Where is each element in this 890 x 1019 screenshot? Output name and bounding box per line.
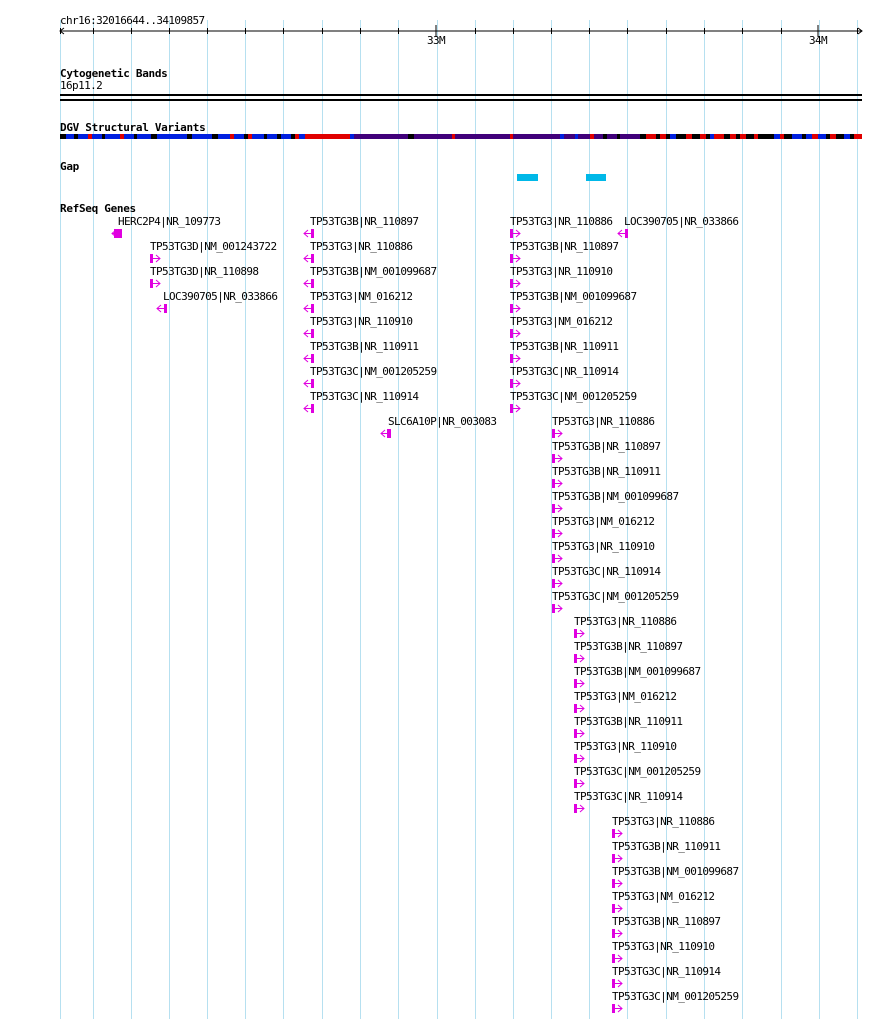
gene-label[interactable]: TP53TG3|NR_110886	[574, 615, 677, 628]
dgv-variant-segment[interactable]	[640, 134, 646, 139]
dgv-variant-segment[interactable]	[692, 134, 700, 139]
gene-label[interactable]: TP53TG3B|NM_001099687	[510, 290, 637, 303]
gene-label[interactable]: TP53TG3|NR_110910	[612, 940, 715, 953]
gene-label[interactable]: TP53TG3B|NM_001099687	[574, 665, 701, 678]
gene-label[interactable]: LOC390705|NR_033866	[624, 215, 739, 228]
gene-feature[interactable]	[510, 279, 520, 288]
gene-feature[interactable]	[304, 329, 314, 338]
dgv-variant-segment[interactable]	[218, 134, 230, 139]
dgv-variant-segment[interactable]	[850, 134, 854, 139]
dgv-variant-segment[interactable]	[806, 134, 812, 139]
dgv-variant-segment[interactable]	[105, 134, 120, 139]
gene-label[interactable]: TP53TG3B|NR_110911	[510, 340, 619, 353]
gene-feature[interactable]	[157, 304, 167, 313]
gap-feature[interactable]	[586, 174, 606, 181]
dgv-variant-segment[interactable]	[408, 134, 414, 139]
gene-feature[interactable]	[574, 804, 584, 813]
gene-label[interactable]: TP53TG3B|NR_110897	[310, 215, 419, 228]
gene-label[interactable]: TP53TG3|NR_110886	[310, 240, 413, 253]
gene-feature[interactable]	[574, 729, 584, 738]
dgv-variant-segment[interactable]	[234, 134, 244, 139]
gene-label[interactable]: TP53TG3C|NM_001205259	[612, 990, 739, 1003]
track-title-gap[interactable]: Gap	[60, 160, 79, 173]
gene-feature[interactable]	[552, 429, 562, 438]
gene-feature[interactable]	[612, 929, 622, 938]
gene-feature[interactable]	[150, 254, 160, 263]
dgv-variant-segment[interactable]	[686, 134, 692, 139]
gene-feature[interactable]	[612, 979, 622, 988]
dgv-variant-segment[interactable]	[780, 134, 784, 139]
gene-feature[interactable]	[612, 1004, 622, 1013]
dgv-variant-segment[interactable]	[660, 134, 666, 139]
gene-label[interactable]: TP53TG3|NM_016212	[552, 515, 655, 528]
gene-feature[interactable]	[304, 354, 314, 363]
dgv-variant-segment[interactable]	[66, 134, 74, 139]
gene-feature[interactable]	[510, 379, 520, 388]
cytoband-line-top	[60, 94, 862, 96]
gene-label[interactable]: TP53TG3|NM_016212	[310, 290, 413, 303]
dgv-variant-segment[interactable]	[88, 134, 92, 139]
gene-label[interactable]: TP53TG3C|NM_001205259	[552, 590, 679, 603]
dgv-variant-segment[interactable]	[305, 134, 350, 139]
gene-label[interactable]: TP53TG3|NR_110910	[552, 540, 655, 553]
dgv-variant-segment[interactable]	[252, 134, 264, 139]
dgv-variant-segment[interactable]	[120, 134, 124, 139]
dgv-variant-segment[interactable]	[802, 134, 806, 139]
dgv-variant-segment[interactable]	[656, 134, 660, 139]
gene-label[interactable]: TP53TG3B|NR_110897	[510, 240, 619, 253]
gene-label[interactable]: TP53TG3C|NR_110914	[552, 565, 661, 578]
dgv-variant-segment[interactable]	[192, 134, 212, 139]
dgv-variant-segment[interactable]	[730, 134, 736, 139]
gene-feature[interactable]	[304, 404, 314, 413]
dgv-variant-segment[interactable]	[248, 134, 252, 139]
dgv-variant-segment[interactable]	[774, 134, 780, 139]
dgv-variant-segment[interactable]	[754, 134, 758, 139]
gene-label[interactable]: TP53TG3B|NR_110911	[612, 840, 721, 853]
dgv-variant-segment[interactable]	[700, 134, 706, 139]
dgv-variant-segment[interactable]	[670, 134, 676, 139]
dgv-variant-segment[interactable]	[277, 134, 281, 139]
gene-label[interactable]: TP53TG3B|NM_001099687	[310, 265, 437, 278]
gene-feature[interactable]	[510, 304, 520, 313]
dgv-variant-segment[interactable]	[299, 134, 305, 139]
cytoband-track[interactable]	[60, 94, 862, 101]
gene-label[interactable]: TP53TG3C|NM_001205259	[574, 765, 701, 778]
gene-feature[interactable]	[612, 954, 622, 963]
gene-feature[interactable]	[574, 704, 584, 713]
track-title-cytoband[interactable]: Cytogenetic Bands	[60, 67, 168, 80]
dgv-variant-segment[interactable]	[92, 134, 102, 139]
dgv-variant-segment[interactable]	[830, 134, 836, 139]
dgv-variant-segment[interactable]	[137, 134, 151, 139]
gene-feature[interactable]	[552, 529, 562, 538]
dgv-variant-segment[interactable]	[124, 134, 134, 139]
gene-feature[interactable]	[304, 229, 314, 238]
cytoband-line-bottom	[60, 99, 862, 101]
dgv-variant-segment[interactable]	[854, 134, 862, 139]
dgv-variant-segment[interactable]	[812, 134, 818, 139]
gene-feature[interactable]	[618, 229, 628, 238]
dgv-variant-segment[interactable]	[746, 134, 754, 139]
dgv-variant-segment[interactable]	[134, 134, 137, 139]
dgv-variant-segment[interactable]	[792, 134, 802, 139]
gene-feature[interactable]	[552, 604, 562, 613]
dgv-variant-segment[interactable]	[102, 134, 105, 139]
gene-label[interactable]: TP53TG3D|NM_001243722	[150, 240, 277, 253]
gene-feature[interactable]	[510, 354, 520, 363]
dgv-variant-segment[interactable]	[710, 134, 714, 139]
gene-feature[interactable]	[304, 304, 314, 313]
gene-label[interactable]: TP53TG3|NR_110886	[510, 215, 613, 228]
dgv-variant-segment[interactable]	[281, 134, 291, 139]
gene-label[interactable]: TP53TG3B|NR_110897	[574, 640, 683, 653]
gene-label[interactable]: TP53TG3B|NM_001099687	[612, 865, 739, 878]
gene-label[interactable]: TP53TG3C|NM_001205259	[310, 365, 437, 378]
gene-feature[interactable]	[510, 254, 520, 263]
locus-label: chr16:32016644..34109857	[60, 14, 205, 27]
gene-label[interactable]: TP53TG3C|NR_110914	[612, 965, 721, 978]
dgv-variant-segment[interactable]	[264, 134, 267, 139]
gene-feature[interactable]	[574, 629, 584, 638]
gene-feature[interactable]	[552, 504, 562, 513]
gene-feature[interactable]	[381, 429, 391, 438]
gene-label[interactable]: TP53TG3C|NR_110914	[510, 365, 619, 378]
dgv-variant-segment[interactable]	[452, 134, 455, 139]
gene-feature[interactable]	[304, 254, 314, 263]
dgv-variant-segment[interactable]	[74, 134, 78, 139]
dgv-variant-segment[interactable]	[706, 134, 710, 139]
gene-feature[interactable]	[612, 829, 622, 838]
dgv-variant-segment[interactable]	[78, 134, 88, 139]
dgv-variant-segment[interactable]	[617, 134, 620, 139]
gene-feature[interactable]	[552, 554, 562, 563]
dgv-variant-segment[interactable]	[151, 134, 157, 139]
gene-feature[interactable]	[612, 854, 622, 863]
dgv-variant-segment[interactable]	[826, 134, 830, 139]
dgv-variant-segment[interactable]	[740, 134, 746, 139]
gene-label[interactable]: TP53TG3|NR_110886	[612, 815, 715, 828]
ruler-tick-label-34m: 34M	[808, 34, 828, 47]
gene-feature[interactable]	[552, 454, 562, 463]
track-title-refseq[interactable]: RefSeq Genes	[60, 202, 136, 215]
dgv-variant-segment[interactable]	[230, 134, 234, 139]
dgv-variant-segment[interactable]	[157, 134, 187, 139]
gene-feature[interactable]	[304, 379, 314, 388]
dgv-variant-segment[interactable]	[666, 134, 670, 139]
dgv-variant-segment[interactable]	[350, 134, 354, 139]
gene-label[interactable]: TP53TG3|NM_016212	[612, 890, 715, 903]
dgv-variant-segment[interactable]	[295, 134, 299, 139]
dgv-variant-segment[interactable]	[736, 134, 740, 139]
gene-feature[interactable]	[112, 229, 122, 238]
gene-label[interactable]: TP53TG3C|NR_110914	[310, 390, 419, 403]
dgv-variant-segment[interactable]	[212, 134, 218, 139]
gene-label[interactable]: TP53TG3|NM_016212	[510, 315, 613, 328]
dgv-variant-segment[interactable]	[590, 134, 594, 139]
gene-label[interactable]: SLC6A10P|NR_003083	[388, 415, 497, 428]
gene-label[interactable]: TP53TG3|NR_110910	[510, 265, 613, 278]
gene-label[interactable]: TP53TG3B|NR_110897	[552, 440, 661, 453]
dgv-variant-bar[interactable]	[60, 134, 862, 139]
track-title-dgv[interactable]: DGV Structural Variants	[60, 121, 206, 134]
gap-track[interactable]	[517, 174, 606, 181]
gene-feature[interactable]	[150, 279, 160, 288]
gene-feature[interactable]	[510, 329, 520, 338]
cytoband-label: 16p11.2	[60, 79, 103, 92]
dgv-variant-segment[interactable]	[836, 134, 844, 139]
gene-feature[interactable]	[612, 879, 622, 888]
gene-label[interactable]: HERC2P4|NR_109773	[118, 215, 221, 228]
gene-label[interactable]: TP53TG3|NR_110910	[574, 740, 677, 753]
dgv-variant-segment[interactable]	[676, 134, 686, 139]
dgv-variant-segment[interactable]	[575, 134, 578, 139]
dgv-variant-segment[interactable]	[714, 134, 724, 139]
dgv-variant-segment[interactable]	[818, 134, 826, 139]
gene-feature[interactable]	[552, 579, 562, 588]
dgv-variant-segment[interactable]	[267, 134, 277, 139]
dgv-variant-segment[interactable]	[244, 134, 248, 139]
gene-label[interactable]: TP53TG3B|NR_110911	[310, 340, 419, 353]
gene-feature[interactable]	[510, 404, 520, 413]
gene-label[interactable]: TP53TG3B|NM_001099687	[552, 490, 679, 503]
gene-label[interactable]: TP53TG3B|NR_110897	[612, 915, 721, 928]
gene-feature[interactable]	[574, 754, 584, 763]
gene-label[interactable]: TP53TG3|NM_016212	[574, 690, 677, 703]
gene-label[interactable]: TP53TG3C|NM_001205259	[510, 390, 637, 403]
gene-feature[interactable]	[510, 229, 520, 238]
dgv-variant-segment[interactable]	[603, 134, 607, 139]
dgv-variant-segment[interactable]	[784, 134, 792, 139]
gene-label[interactable]: TP53TG3D|NR_110898	[150, 265, 259, 278]
ruler-tick-label-33m: 33M	[426, 34, 446, 47]
gene-label[interactable]: TP53TG3B|NR_110911	[552, 465, 661, 478]
dgv-variant-segment[interactable]	[758, 134, 774, 139]
gene-feature[interactable]	[552, 479, 562, 488]
dgv-variant-segment[interactable]	[560, 134, 564, 139]
dgv-variant-segment[interactable]	[646, 134, 656, 139]
dgv-variant-segment[interactable]	[291, 134, 295, 139]
dgv-variant-segment[interactable]	[510, 134, 513, 139]
gene-label[interactable]: LOC390705|NR_033866	[163, 290, 278, 303]
gene-label[interactable]: TP53TG3B|NR_110911	[574, 715, 683, 728]
gene-label[interactable]: TP53TG3C|NR_110914	[574, 790, 683, 803]
gene-feature[interactable]	[612, 904, 622, 913]
dgv-variant-segment[interactable]	[724, 134, 730, 139]
gene-feature[interactable]	[574, 654, 584, 663]
gene-feature[interactable]	[574, 779, 584, 788]
dgv-variant-segment[interactable]	[60, 134, 66, 139]
dgv-variant-segment[interactable]	[844, 134, 850, 139]
ruler[interactable]	[60, 25, 862, 37]
gene-label[interactable]: TP53TG3|NR_110886	[552, 415, 655, 428]
gene-feature[interactable]	[304, 279, 314, 288]
gap-feature[interactable]	[517, 174, 538, 181]
gene-label[interactable]: TP53TG3|NR_110910	[310, 315, 413, 328]
gene-feature[interactable]	[574, 679, 584, 688]
dgv-variant-segment[interactable]	[187, 134, 192, 139]
